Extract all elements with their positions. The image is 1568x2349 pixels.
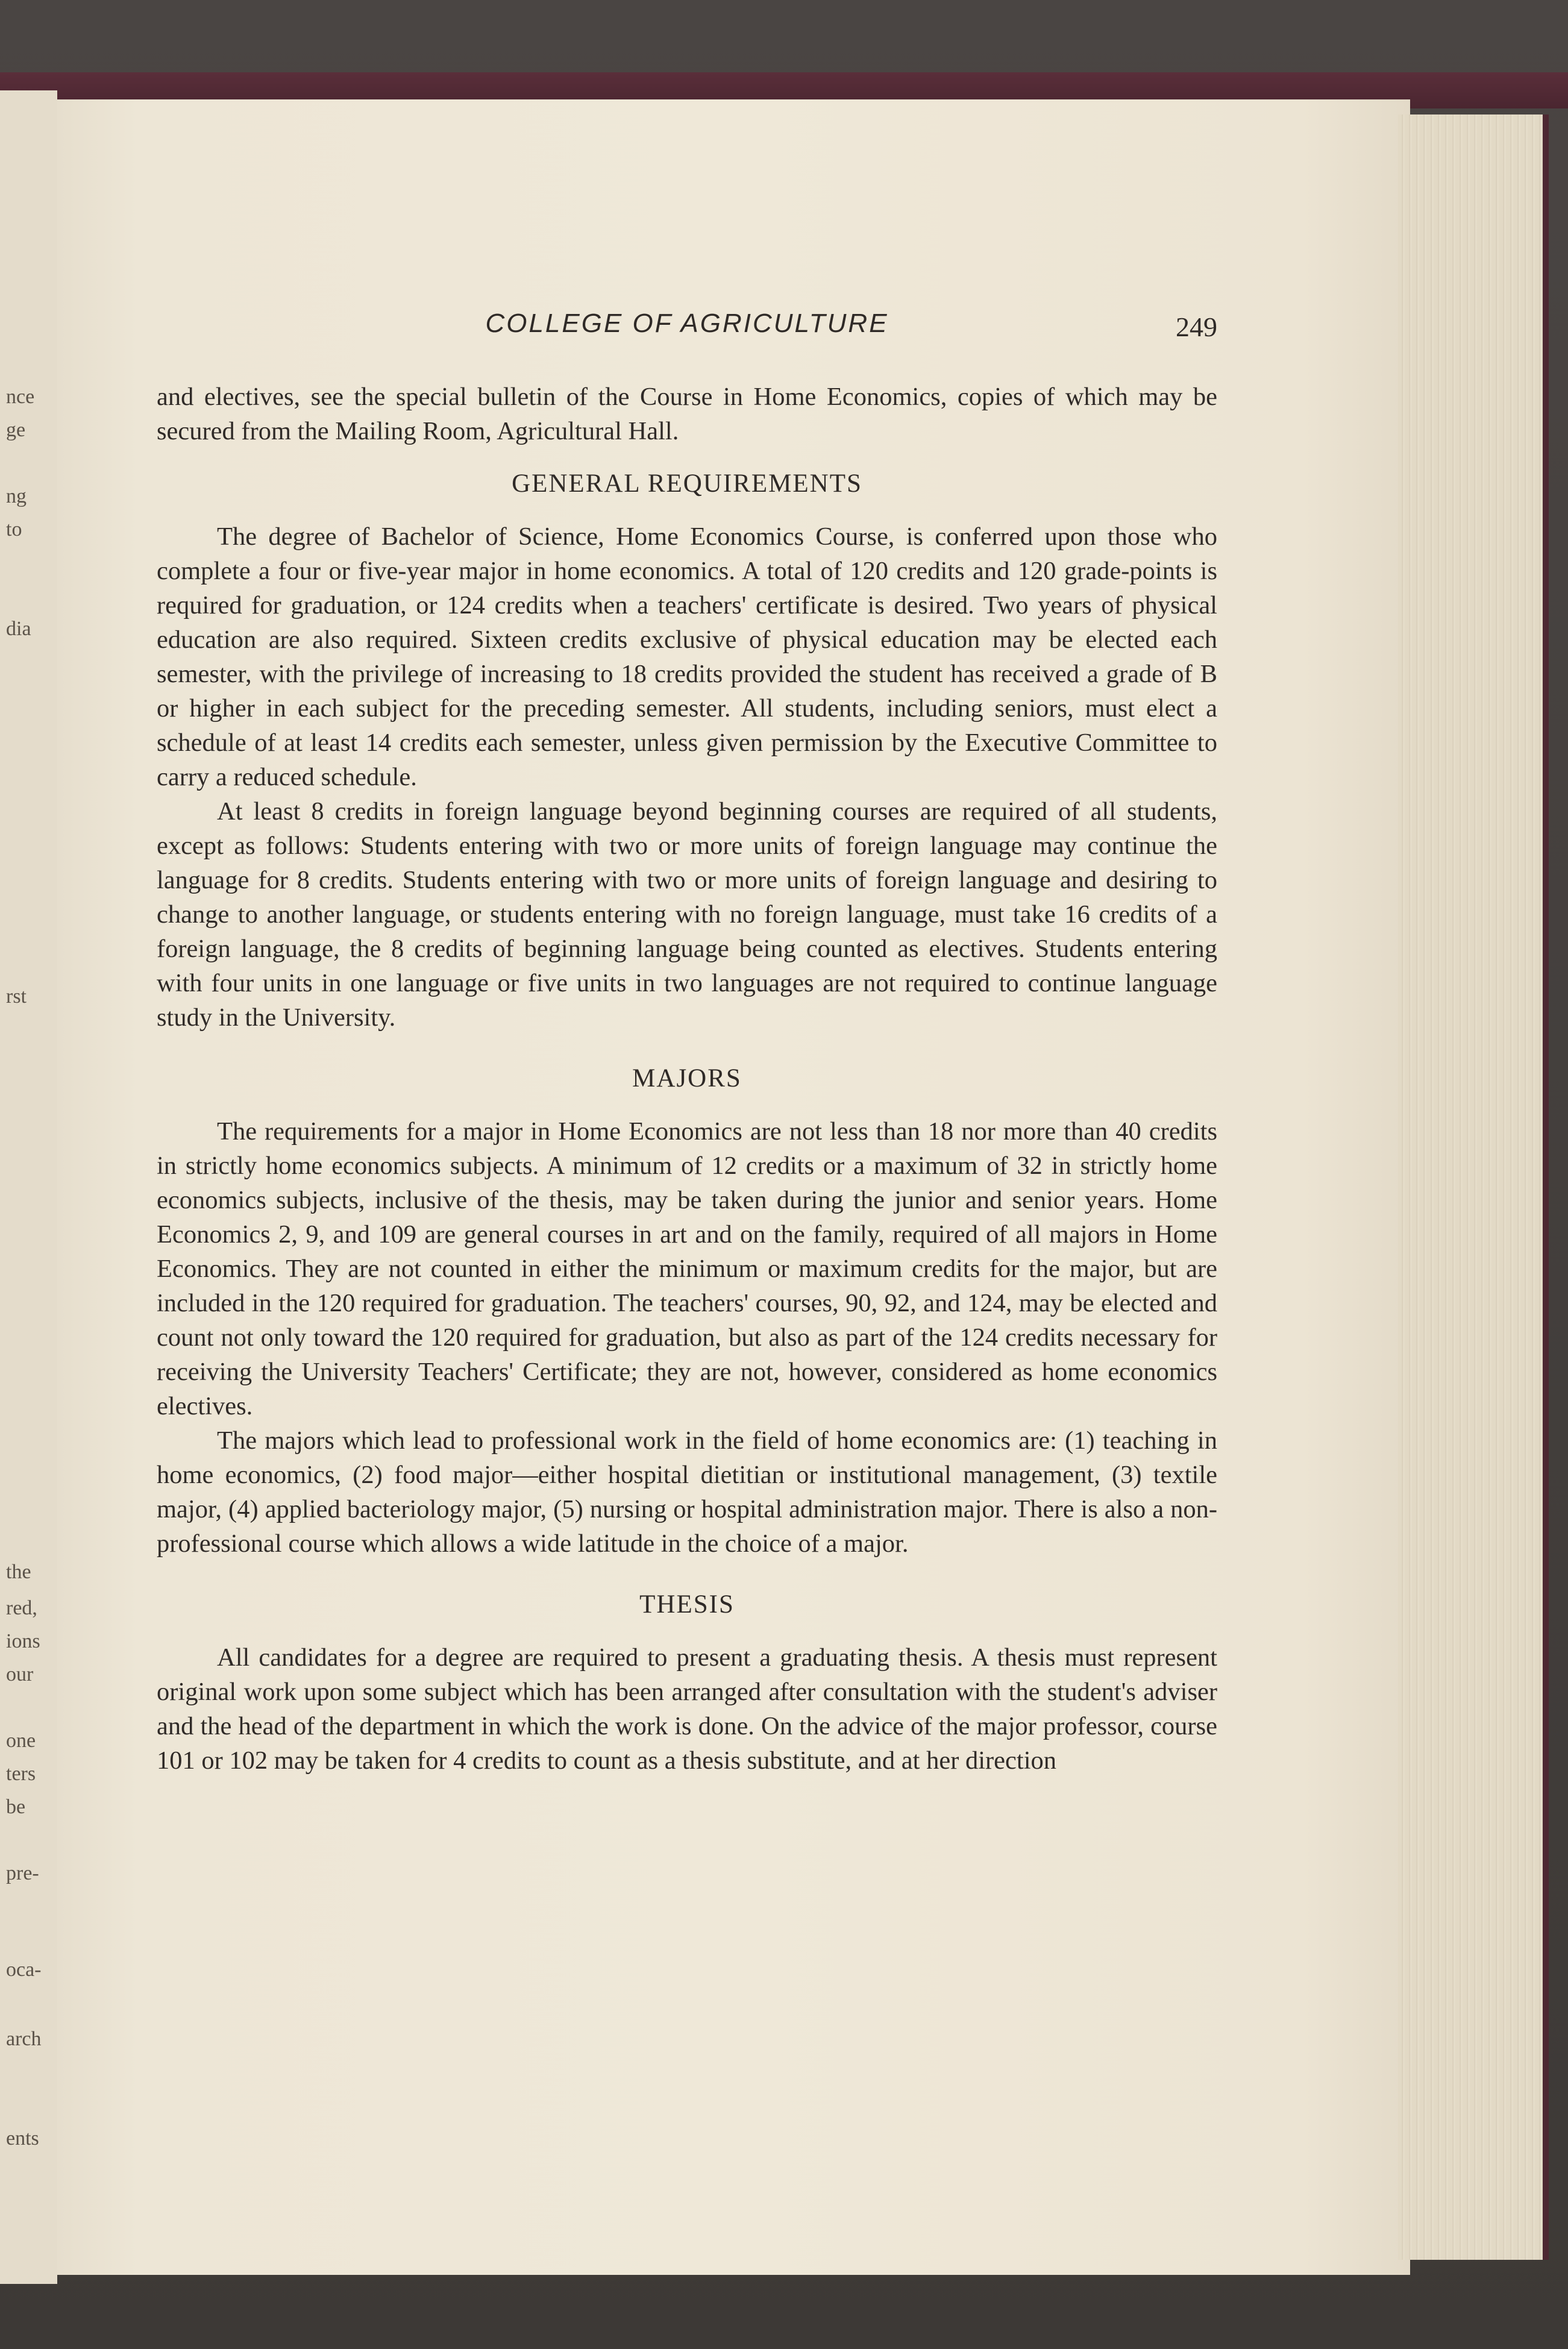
facing-page-fragment: ents: [6, 2127, 39, 2150]
facing-page-edge: [0, 90, 57, 2284]
facing-page-fragment: our: [6, 1663, 34, 1686]
paragraph: The requirements for a major in Home Economics are not less than 18 nor more than 40 credits in strictly home economics subjects. A minimum of 12 credits or a maximum of 32 in strictly home economics subjects, inclusive of the thesis, may be taken during the junior and senior years. Home Economics 2, 9, and 109 are general courses in art and on the family, required of all majors in Home Economics. They are not counted in either the minimum or maximum credits for the major, but are included in the 120 required for graduation. The teachers' courses, 90, 92, and 124, may be elected and count not only toward the 120 required for graduation, but also as part of the 124 credits necessary for receiving the University Teachers' Certificate; they are not, however, considered as home economics electives.: [157, 1117, 1217, 1420]
facing-page-fragment: rst: [6, 985, 27, 1008]
page-stack-edges: [1398, 114, 1549, 2260]
facing-page-fragment: ge: [6, 419, 26, 441]
paragraph: At least 8 credits in foreign language beyond beginning courses are required of all students, except as follows: Students entering with two or more units of foreign language may continue the language for 8 credits. Students entering with two or more units of foreign language and desiring to change to another language, or students entering with no foreign language, must take 16 credits of a foreign language, the 8 credits of beginning language being counted as electives. Students entering with four units in one language or five units in two languages are not required to continue language study in the University.: [157, 797, 1217, 1032]
paragraph: The majors which lead to professional work in the field of home economics are: (1) teaching in home economics, (2) food major—either hospital dietitian or institutional management, (3) textile major, (4) applied bacteriology major, (5) nursing or hospital administration major. There is also a non-professional course which allows a wide latitude in the choice of a major.: [157, 1426, 1217, 1558]
section-heading-general-requirements: GENERAL REQUIREMENTS: [512, 469, 862, 498]
page-number: 249: [1176, 312, 1217, 342]
facing-page-fragment: the: [6, 1561, 31, 1583]
facing-page-fragment: ions: [6, 1630, 40, 1652]
facing-page-fragment: ng: [6, 485, 27, 507]
facing-page-fragment: to: [6, 518, 22, 541]
section-heading-majors: MAJORS: [632, 1064, 742, 1093]
section-heading-thesis: THESIS: [639, 1590, 735, 1619]
page-body: [157, 380, 1217, 1778]
facing-page-fragment: oca-: [6, 1959, 42, 1981]
facing-page-fragment: arch: [6, 2028, 42, 2050]
running-head: COLLEGE OF AGRICULTURE: [485, 309, 889, 338]
facing-page-fragment: pre-: [6, 1862, 39, 1884]
facing-page-fragment: nce: [6, 386, 35, 408]
page-header: [157, 301, 1217, 350]
facing-page-fragment: dia: [6, 618, 31, 640]
facing-page-fragment: be: [6, 1796, 26, 1818]
facing-page-fragment: one: [6, 1730, 36, 1752]
paragraph: All candidates for a degree are required to present a graduating thesis. A thesis must represent original work upon some subject which has been arranged after consultation with the student's adviser and the head of the department in which the work is done. On the advice of the major professor, course 101 or 102 may be taken for 4 credits to count as a thesis substitute, and at her direction: [157, 1643, 1217, 1775]
facing-page-fragment: ters: [6, 1763, 36, 1785]
intro-paragraph: and electives, see the special bulletin of the Course in Home Economics, copies of which may be secured from the Mailing Room, Agricultural Hall.: [157, 383, 1217, 445]
paragraph: The degree of Bachelor of Science, Home Economics Course, is conferred upon those who complete a four or five-year major in home economics. A total of 120 credits and 120 grade-points is required for graduation, or 124 credits when a teachers' certificate is desired. Two years of physical education are also required. Sixteen credits exclusive of physical education may be elected each semester, with the privilege of increasing to 18 credits provided the student has received a grade of B or higher in each subject for the preceding semester. All students, including seniors, must elect a schedule of at least 14 credits each semester, unless given permission by the Executive Committee to carry a reduced schedule.: [157, 522, 1217, 791]
facing-page-fragment: red,: [6, 1597, 37, 1619]
